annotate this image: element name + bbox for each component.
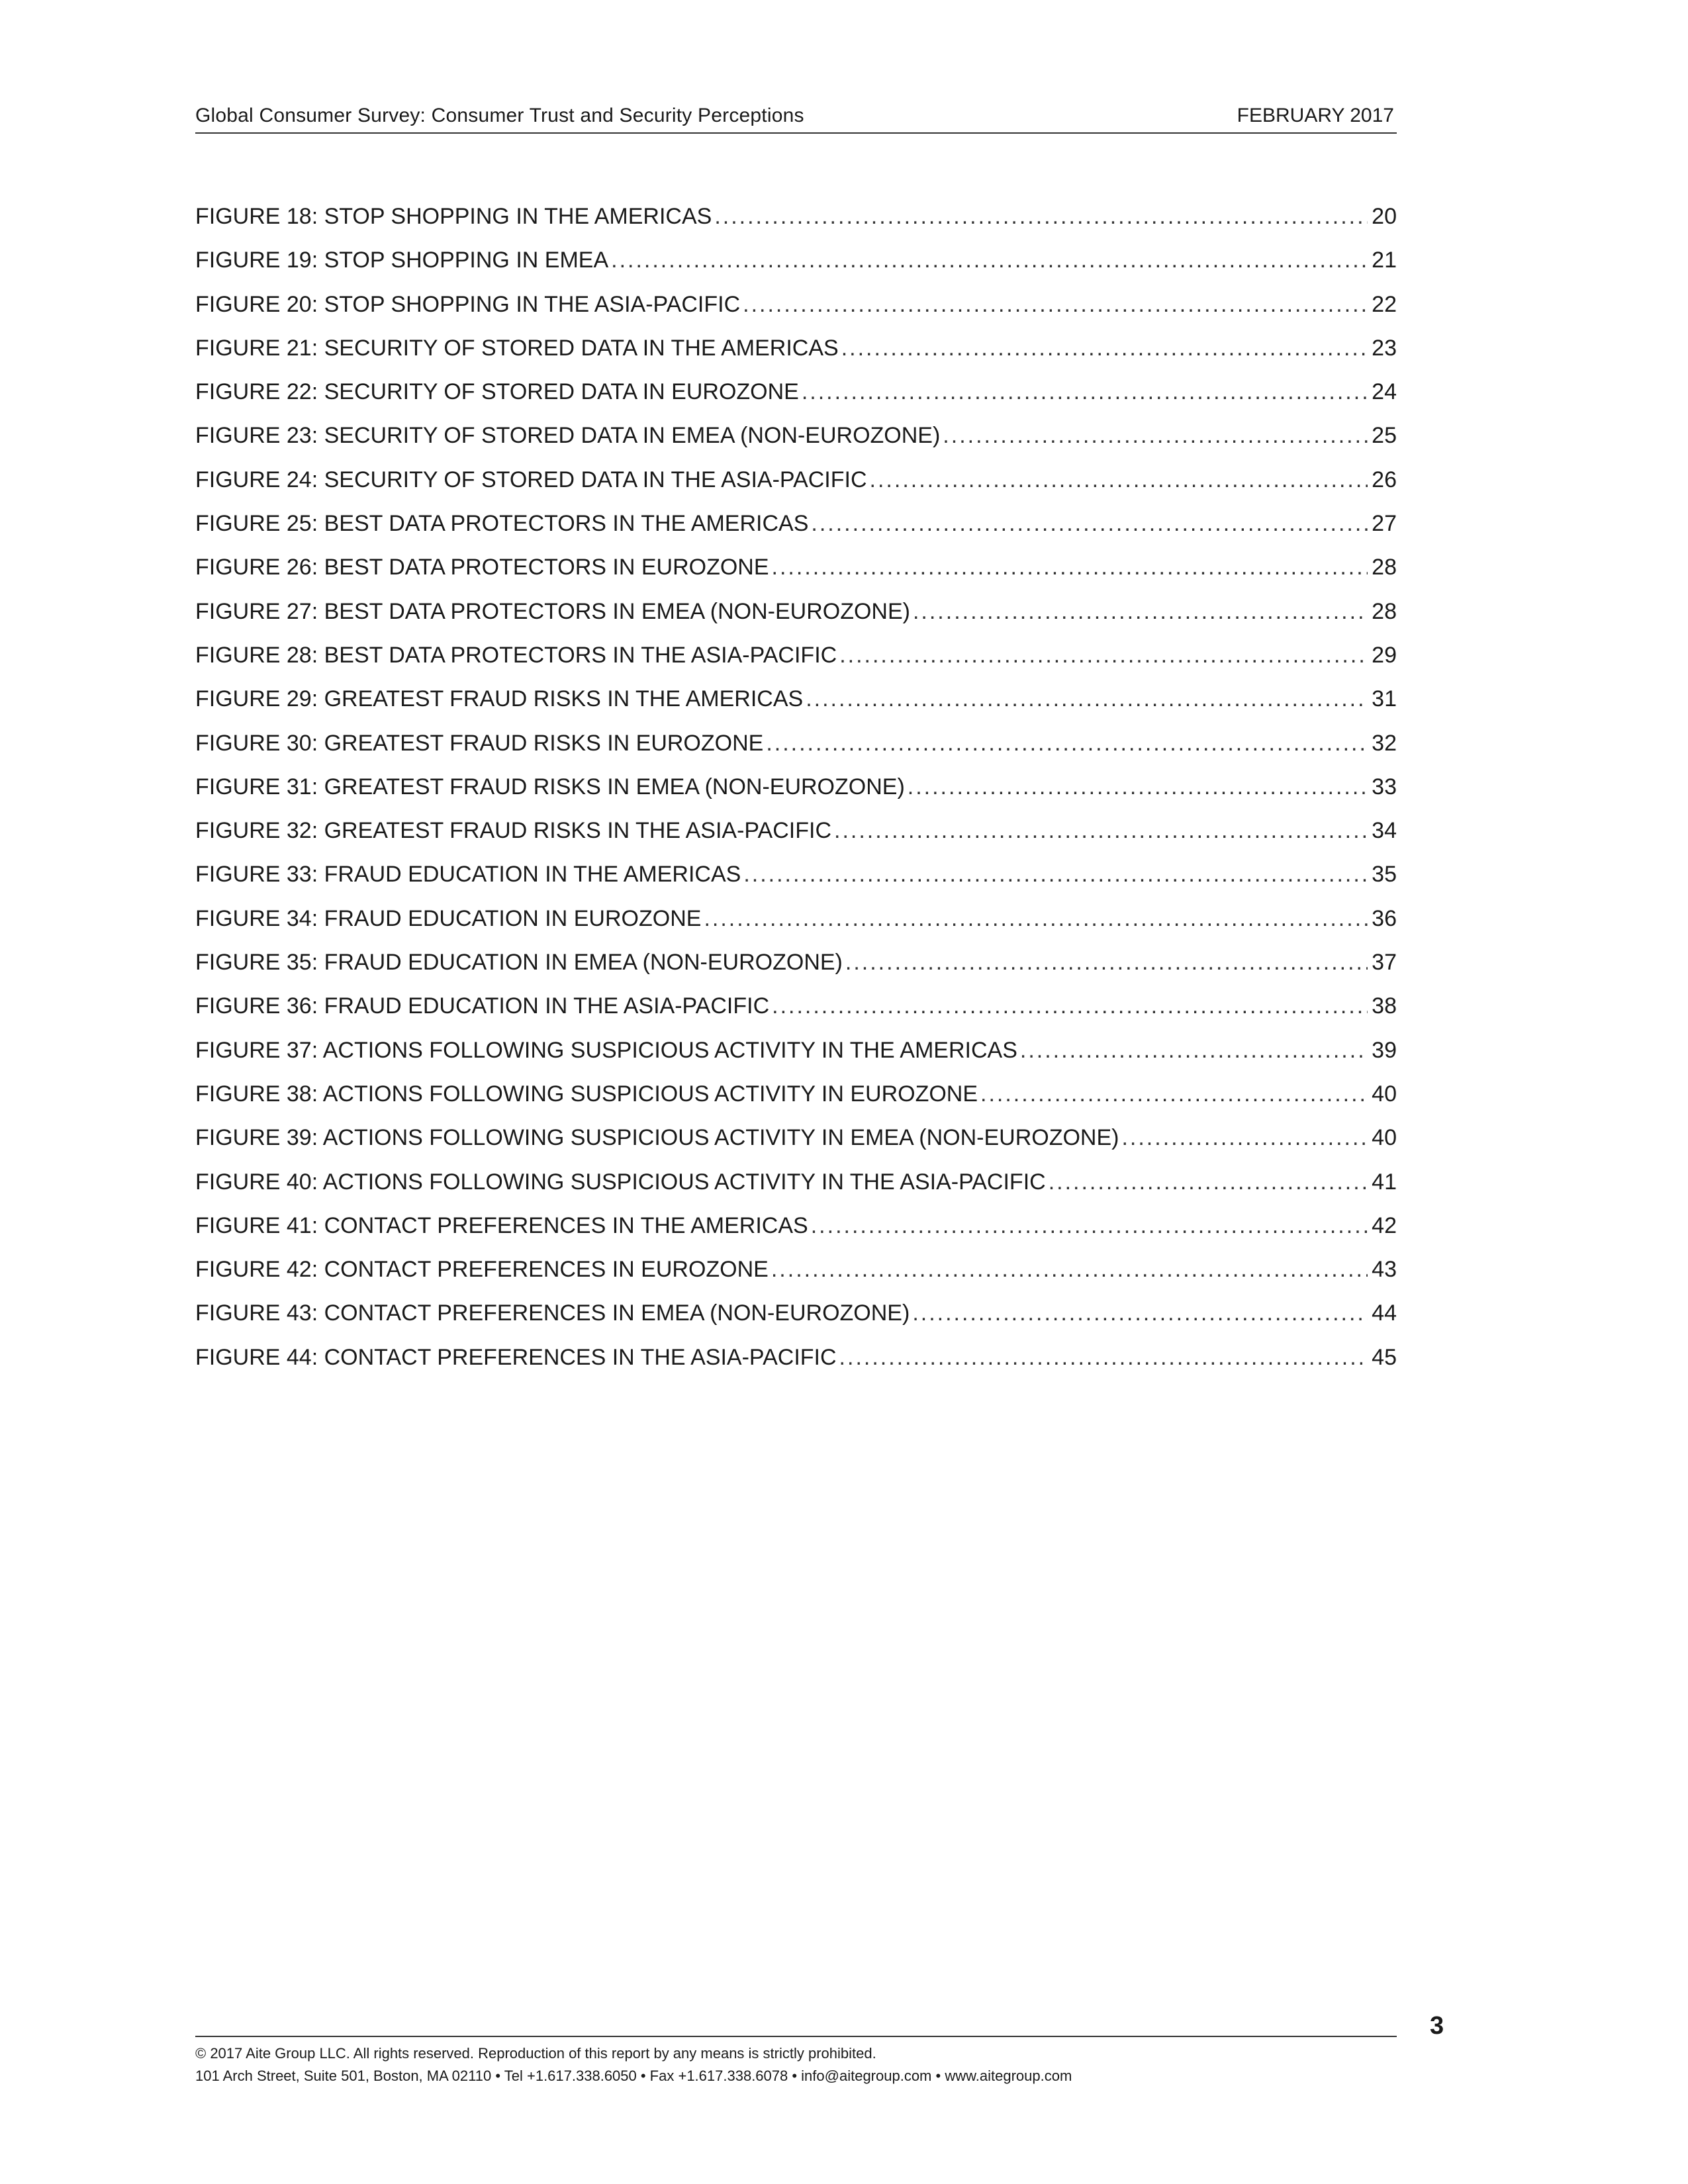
toc-entry-title: FIGURE 19: STOP SHOPPING IN EMEA (195, 248, 609, 273)
toc-entry-page: 41 (1372, 1169, 1397, 1195)
toc-entry-page: 25 (1372, 423, 1397, 449)
toc-entry-title: FIGURE 39: ACTIONS FOLLOWING SUSPICIOUS ACTIVITY IN EMEA (NON-EUROZONE) (195, 1125, 1119, 1151)
toc-entry-title: FIGURE 34: FRAUD EDUCATION IN EUROZONE (195, 905, 702, 931)
page-footer (195, 2036, 1397, 2087)
toc-entry-page: 40 (1372, 1081, 1397, 1107)
toc-entry[interactable] (195, 1300, 1397, 1344)
toc-entry-page: 29 (1372, 642, 1397, 668)
toc-entry[interactable] (195, 993, 1397, 1037)
dot-leader (1020, 1038, 1368, 1064)
dot-leader (980, 1081, 1368, 1107)
toc-entry-title: FIGURE 43: CONTACT PREFERENCES IN EMEA (NON-EUROZONE) (195, 1300, 910, 1326)
dot-leader (802, 379, 1368, 405)
dot-leader (743, 292, 1368, 318)
toc-entry[interactable] (195, 292, 1397, 336)
dot-leader (839, 1345, 1368, 1371)
table-of-figures (195, 204, 1397, 1388)
dot-leader (766, 731, 1368, 756)
dot-leader (912, 1300, 1368, 1326)
toc-entry[interactable] (195, 950, 1397, 993)
toc-entry-page: 35 (1372, 862, 1397, 887)
toc-entry-page: 39 (1372, 1037, 1397, 1063)
toc-entry-title: FIGURE 18: STOP SHOPPING IN THE AMERICAS (195, 204, 712, 229)
toc-entry-title: FIGURE 22: SECURITY OF STORED DATA IN EUROZONE (195, 379, 799, 405)
toc-entry[interactable] (195, 862, 1397, 905)
toc-entry-title: FIGURE 32: GREATEST FRAUD RISKS IN THE ASIA-PACIFIC (195, 818, 831, 844)
toc-entry-title: FIGURE 42: CONTACT PREFERENCES IN EUROZONE (195, 1257, 769, 1283)
dot-leader (841, 336, 1368, 361)
toc-entry-page: 20 (1372, 204, 1397, 229)
dot-leader (772, 993, 1368, 1019)
toc-entry[interactable] (195, 511, 1397, 555)
dot-leader (772, 555, 1368, 580)
toc-entry[interactable] (195, 423, 1397, 467)
toc-entry-title: FIGURE 21: SECURITY OF STORED DATA IN THE AMERICAS (195, 335, 839, 361)
toc-entry-title: FIGURE 23: SECURITY OF STORED DATA IN EMEA (NON-EUROZONE) (195, 423, 941, 449)
page-header (195, 99, 1397, 134)
toc-entry-title: FIGURE 37: ACTIONS FOLLOWING SUSPICIOUS ACTIVITY IN THE AMERICAS (195, 1037, 1017, 1063)
toc-entry-page: 40 (1372, 1125, 1397, 1151)
toc-entry-page: 36 (1372, 905, 1397, 931)
toc-entry[interactable] (195, 906, 1397, 950)
toc-entry[interactable] (195, 731, 1397, 774)
toc-entry-page: 22 (1372, 291, 1397, 317)
toc-entry-title: FIGURE 28: BEST DATA PROTECTORS IN THE ASIA-PACIFIC (195, 642, 837, 668)
toc-entry-page: 28 (1372, 555, 1397, 580)
toc-entry-title: FIGURE 29: GREATEST FRAUD RISKS IN THE AMERICAS (195, 686, 804, 712)
dot-leader (839, 643, 1368, 668)
toc-entry-page: 38 (1372, 993, 1397, 1019)
document-date: FEBRUARY 2017 (1237, 105, 1394, 126)
toc-entry-page: 26 (1372, 467, 1397, 492)
dot-leader (1121, 1125, 1368, 1151)
toc-entry-title: FIGURE 20: STOP SHOPPING IN THE ASIA-PACIFIC (195, 291, 741, 317)
toc-entry-page: 32 (1372, 730, 1397, 756)
dot-leader (771, 1257, 1368, 1283)
dot-leader (913, 599, 1368, 625)
toc-entry-title: FIGURE 38: ACTIONS FOLLOWING SUSPICIOUS ACTIVITY IN EUROZONE (195, 1081, 978, 1107)
toc-entry[interactable] (195, 1038, 1397, 1081)
toc-entry-title: FIGURE 25: BEST DATA PROTECTORS IN THE AMERICAS (195, 511, 809, 537)
toc-entry[interactable] (195, 204, 1397, 248)
dot-leader (845, 950, 1368, 976)
dot-leader (714, 204, 1368, 230)
dot-leader (704, 906, 1368, 932)
dot-leader (806, 686, 1368, 712)
toc-entry-page: 42 (1372, 1212, 1397, 1238)
toc-entry[interactable] (195, 467, 1397, 511)
toc-entry-title: FIGURE 24: SECURITY OF STORED DATA IN THE ASIA-PACIFIC (195, 467, 867, 492)
toc-entry[interactable] (195, 1081, 1397, 1125)
toc-entry-title: FIGURE 33: FRAUD EDUCATION IN THE AMERICAS (195, 862, 741, 887)
toc-entry[interactable] (195, 686, 1397, 730)
toc-entry-page: 31 (1372, 686, 1397, 712)
toc-entry-page: 45 (1372, 1344, 1397, 1370)
dot-leader (908, 774, 1368, 800)
toc-entry-title: FIGURE 36: FRAUD EDUCATION IN THE ASIA-PACIFIC (195, 993, 770, 1019)
dot-leader (743, 862, 1368, 887)
toc-entry-page: 37 (1372, 950, 1397, 976)
toc-entry-title: FIGURE 27: BEST DATA PROTECTORS IN EMEA (NON-EUROZONE) (195, 598, 910, 624)
toc-entry[interactable] (195, 599, 1397, 643)
contact-info: 101 Arch Street, Suite 501, Boston, MA 02110 • Tel +1.617.338.6050 • Fax +1.617.338.6078 • info@aitegroup.com • www.aitegroup.com (195, 2068, 1072, 2084)
dot-leader (611, 248, 1368, 273)
toc-entry-page: 34 (1372, 818, 1397, 844)
toc-entry-title: FIGURE 26: BEST DATA PROTECTORS IN EUROZONE (195, 555, 769, 580)
toc-entry[interactable] (195, 774, 1397, 818)
copyright-notice: © 2017 Aite Group LLC. All rights reserved. Reproduction of this report by any means is strictly prohibited. (195, 2045, 876, 2062)
toc-entry-page: 21 (1372, 248, 1397, 273)
toc-entry-title: FIGURE 31: GREATEST FRAUD RISKS IN EMEA (NON-EUROZONE) (195, 774, 905, 799)
toc-entry-page: 24 (1372, 379, 1397, 405)
toc-entry-title: FIGURE 41: CONTACT PREFERENCES IN THE AMERICAS (195, 1212, 808, 1238)
toc-entry[interactable] (195, 1345, 1397, 1388)
dot-leader (870, 467, 1368, 493)
toc-entry[interactable] (195, 1257, 1397, 1300)
toc-entry-title: FIGURE 44: CONTACT PREFERENCES IN THE ASIA-PACIFIC (195, 1344, 837, 1370)
toc-entry-page: 44 (1372, 1300, 1397, 1326)
toc-entry-title: FIGURE 35: FRAUD EDUCATION IN EMEA (NON-EUROZONE) (195, 950, 843, 976)
document-title: Global Consumer Survey: Consumer Trust and Security Perceptions (195, 105, 804, 126)
toc-entry[interactable] (195, 379, 1397, 423)
toc-entry[interactable] (195, 336, 1397, 379)
toc-entry-page: 28 (1372, 598, 1397, 624)
dot-leader (1049, 1169, 1368, 1195)
dot-leader (834, 818, 1368, 844)
toc-entry-page: 27 (1372, 511, 1397, 537)
toc-entry[interactable] (195, 248, 1397, 291)
dot-leader (811, 511, 1368, 537)
toc-entry-title: FIGURE 40: ACTIONS FOLLOWING SUSPICIOUS ACTIVITY IN THE ASIA-PACIFIC (195, 1169, 1046, 1195)
toc-entry[interactable] (195, 1169, 1397, 1213)
toc-entry-page: 23 (1372, 335, 1397, 361)
toc-entry[interactable] (195, 643, 1397, 686)
dot-leader (943, 423, 1368, 449)
page-number: 3 (1430, 2012, 1444, 2040)
toc-entry[interactable] (195, 555, 1397, 598)
toc-entry-page: 33 (1372, 774, 1397, 799)
toc-entry-page: 43 (1372, 1257, 1397, 1283)
dot-leader (811, 1213, 1368, 1239)
toc-entry-title: FIGURE 30: GREATEST FRAUD RISKS IN EUROZONE (195, 730, 764, 756)
toc-entry[interactable] (195, 818, 1397, 862)
toc-entry[interactable] (195, 1213, 1397, 1257)
toc-entry[interactable] (195, 1125, 1397, 1169)
